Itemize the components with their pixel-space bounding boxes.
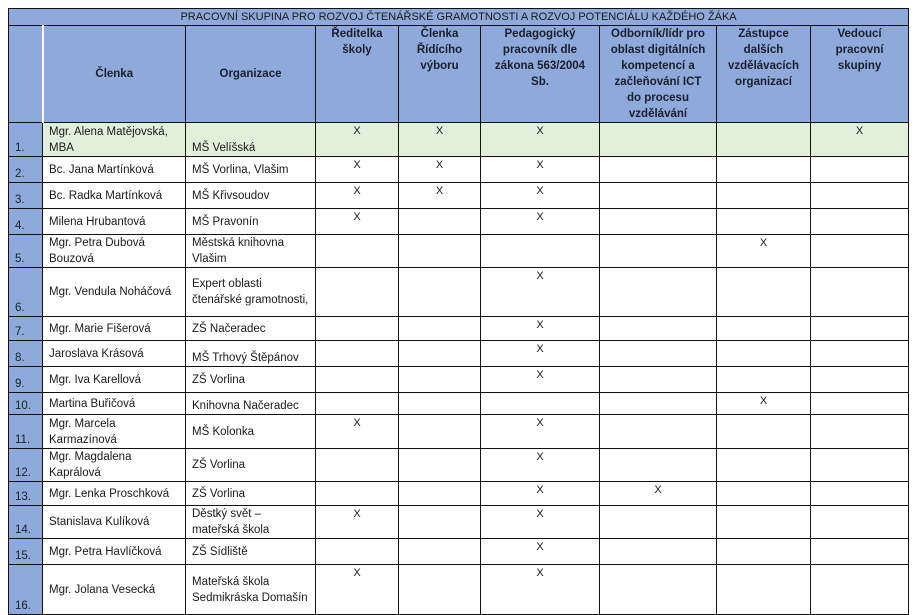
role-mark-steering-committee [399, 539, 481, 565]
role-mark-director: X [316, 183, 399, 209]
organization-name: ZŠ Načeradec [186, 317, 316, 341]
role-mark-digital-expert [600, 183, 717, 209]
role-mark-group-leader [811, 449, 909, 482]
member-name: Bc. Radka Martínková [43, 183, 186, 209]
table-row [9, 341, 909, 367]
member-name: Mgr. Vendula Noháčová [43, 268, 186, 317]
organization-name: Děstký svět – mateřská škola [186, 506, 316, 539]
row-number: 2. [9, 157, 43, 183]
table-row [9, 415, 909, 449]
organization-name: MŠ Pravonín [186, 209, 316, 235]
organization-name: ZŠ Vorlina [186, 449, 316, 482]
role-mark-other-org-rep [717, 506, 811, 539]
row-number: 16. [9, 565, 43, 615]
table-body [9, 123, 909, 615]
table-row [9, 317, 909, 341]
role-mark-other-org-rep [717, 539, 811, 565]
organization-name: MŠ Velíšská [186, 123, 316, 157]
role-mark-other-org-rep [717, 209, 811, 235]
role-mark-digital-expert [600, 123, 717, 157]
role-mark-group-leader [811, 183, 909, 209]
header-role-group-leader: Vedoucí pracovní skupiny [811, 26, 909, 123]
role-mark-digital-expert [600, 415, 717, 449]
role-mark-steering-committee: X [399, 157, 481, 183]
table-row [9, 565, 909, 615]
member-name: Mgr. Lenka Proschková [43, 482, 186, 506]
member-name: Mgr. Marie Fišerová [43, 317, 186, 341]
table-row [9, 393, 909, 415]
role-mark-group-leader [811, 341, 909, 367]
role-mark-director [316, 235, 399, 268]
role-mark-digital-expert [600, 235, 717, 268]
header-number [9, 26, 43, 123]
header-member: Členka [43, 26, 186, 123]
role-mark-group-leader [811, 367, 909, 393]
role-mark-steering-committee [399, 482, 481, 506]
role-mark-director [316, 393, 399, 415]
role-mark-director [316, 482, 399, 506]
role-mark-director: X [316, 506, 399, 539]
role-mark-group-leader [811, 539, 909, 565]
role-mark-director [316, 449, 399, 482]
role-mark-digital-expert [600, 157, 717, 183]
role-mark-other-org-rep [717, 449, 811, 482]
role-mark-steering-committee [399, 209, 481, 235]
role-mark-pedagogical-worker: X [481, 539, 600, 565]
member-name: Mgr. Petra Havlíčková [43, 539, 186, 565]
member-name: Martina Buřičová [43, 393, 186, 415]
role-mark-pedagogical-worker: X [481, 123, 600, 157]
member-name: Mgr. Iva Karellová [43, 367, 186, 393]
table-row [9, 235, 909, 268]
role-mark-digital-expert [600, 449, 717, 482]
header-role-steering-committee: Členka Řídícího výboru [399, 26, 481, 123]
role-mark-group-leader [811, 235, 909, 268]
role-mark-group-leader [811, 415, 909, 449]
role-mark-steering-committee [399, 415, 481, 449]
member-name: Bc. Jana Martínková [43, 157, 186, 183]
table-row [9, 506, 909, 539]
role-mark-other-org-rep [717, 183, 811, 209]
working-group-table [8, 8, 909, 615]
role-mark-pedagogical-worker: X [481, 268, 600, 317]
role-mark-steering-committee [399, 565, 481, 615]
role-mark-digital-expert [600, 268, 717, 317]
role-mark-director [316, 367, 399, 393]
header-role-digital-expert: Odborník/lídr pro oblast digitálních kompetencí a začleňování ICT do procesu vzdělávání [600, 26, 717, 123]
member-name: Stanislava Kulíková [43, 506, 186, 539]
member-name: Mgr. Alena Matějovská, MBA [43, 123, 186, 157]
role-mark-steering-committee [399, 268, 481, 317]
header-organization: Organizace [186, 26, 316, 123]
role-mark-digital-expert [600, 317, 717, 341]
table-row [9, 157, 909, 183]
role-mark-steering-committee [399, 317, 481, 341]
role-mark-group-leader [811, 157, 909, 183]
header-role-pedagogical-worker: Pedagogický pracovník dle zákona 563/2004 Sb. [481, 26, 600, 123]
role-mark-steering-committee: X [399, 183, 481, 209]
role-mark-digital-expert [600, 341, 717, 367]
role-mark-group-leader [811, 317, 909, 341]
row-number: 11. [9, 415, 43, 449]
table-row [9, 482, 909, 506]
role-mark-other-org-rep [717, 123, 811, 157]
organization-name: MŠ Kolonka [186, 415, 316, 449]
role-mark-digital-expert [600, 539, 717, 565]
row-number: 15. [9, 539, 43, 565]
role-mark-steering-committee [399, 393, 481, 415]
role-mark-steering-committee [399, 449, 481, 482]
role-mark-group-leader [811, 506, 909, 539]
member-name: Mgr. Magdalena Kaprálová [43, 449, 186, 482]
row-number: 8. [9, 341, 43, 367]
role-mark-pedagogical-worker: X [481, 565, 600, 615]
role-mark-digital-expert: X [600, 482, 717, 506]
role-mark-other-org-rep [717, 565, 811, 615]
role-mark-other-org-rep [717, 317, 811, 341]
role-mark-pedagogical-worker: X [481, 482, 600, 506]
role-mark-pedagogical-worker: X [481, 341, 600, 367]
role-mark-other-org-rep [717, 482, 811, 506]
role-mark-other-org-rep [717, 268, 811, 317]
role-mark-pedagogical-worker: X [481, 317, 600, 341]
row-number: 12. [9, 449, 43, 482]
header-role-director: Ředitelka školy [316, 26, 399, 123]
role-mark-steering-committee [399, 367, 481, 393]
row-number: 1. [9, 123, 43, 157]
row-number: 4. [9, 209, 43, 235]
table-title: PRACOVNÍ SKUPINA PRO ROZVOJ ČTENÁŘSKÉ GRAMOTNOSTI A ROZVOJ POTENCIÁLU KAŽDÉHO ŽÁKA [9, 9, 909, 26]
row-number: 6. [9, 268, 43, 317]
table-row [9, 209, 909, 235]
role-mark-director [316, 539, 399, 565]
table-row [9, 367, 909, 393]
role-mark-group-leader [811, 482, 909, 506]
role-mark-other-org-rep [717, 157, 811, 183]
role-mark-steering-committee [399, 235, 481, 268]
member-name: Mgr. Petra Dubová Bouzová [43, 235, 186, 268]
role-mark-group-leader [811, 565, 909, 615]
role-mark-group-leader: X [811, 123, 909, 157]
table-row [9, 183, 909, 209]
role-mark-other-org-rep [717, 415, 811, 449]
organization-name: Městská knihovna Vlašim [186, 235, 316, 268]
role-mark-other-org-rep [717, 367, 811, 393]
table-row [9, 123, 909, 157]
table-row [9, 449, 909, 482]
role-mark-director: X [316, 415, 399, 449]
role-mark-digital-expert [600, 209, 717, 235]
role-mark-director [316, 317, 399, 341]
role-mark-director [316, 268, 399, 317]
role-mark-group-leader [811, 209, 909, 235]
role-mark-steering-committee [399, 341, 481, 367]
role-mark-group-leader [811, 393, 909, 415]
role-mark-pedagogical-worker: X [481, 415, 600, 449]
organization-name: MŠ Vorlina, Vlašim [186, 157, 316, 183]
role-mark-group-leader [811, 268, 909, 317]
role-mark-steering-committee [399, 506, 481, 539]
role-mark-digital-expert [600, 367, 717, 393]
row-number: 9. [9, 367, 43, 393]
role-mark-digital-expert [600, 506, 717, 539]
row-number: 14. [9, 506, 43, 539]
member-name: Mgr. Marcela Karmazínová [43, 415, 186, 449]
role-mark-pedagogical-worker: X [481, 449, 600, 482]
organization-name: ZŠ Vorlina [186, 367, 316, 393]
role-mark-pedagogical-worker [481, 235, 600, 268]
organization-name: Mateřská škola Sedmikráska Domašín [186, 565, 316, 615]
role-mark-digital-expert [600, 393, 717, 415]
role-mark-director: X [316, 209, 399, 235]
role-mark-digital-expert [600, 565, 717, 615]
table-row [9, 539, 909, 565]
row-number: 7. [9, 317, 43, 341]
role-mark-director: X [316, 565, 399, 615]
row-number: 13. [9, 482, 43, 506]
role-mark-pedagogical-worker: X [481, 209, 600, 235]
member-name: Milena Hrubantová [43, 209, 186, 235]
role-mark-other-org-rep [717, 341, 811, 367]
role-mark-pedagogical-worker: X [481, 506, 600, 539]
role-mark-director: X [316, 123, 399, 157]
member-name: Mgr. Jolana Vesecká [43, 565, 186, 615]
organization-name: ZŠ Vorlina [186, 482, 316, 506]
role-mark-pedagogical-worker: X [481, 367, 600, 393]
role-mark-steering-committee: X [399, 123, 481, 157]
organization-name: ZŠ Sídliště [186, 539, 316, 565]
table-row [9, 268, 909, 317]
role-mark-other-org-rep: X [717, 393, 811, 415]
role-mark-director [316, 341, 399, 367]
role-mark-pedagogical-worker: X [481, 157, 600, 183]
organization-name: Expert oblasti čtenářské gramotnosti, [186, 268, 316, 317]
organization-name: MŠ Křivsoudov [186, 183, 316, 209]
member-name: Jaroslava Krásová [43, 341, 186, 367]
organization-name: Knihovna Načeradec [186, 393, 316, 415]
role-mark-director: X [316, 157, 399, 183]
row-number: 3. [9, 183, 43, 209]
row-number: 10. [9, 393, 43, 415]
header-role-other-org-rep: Zástupce dalších vzdělávacích organizací [717, 26, 811, 123]
role-mark-pedagogical-worker: X [481, 183, 600, 209]
role-mark-pedagogical-worker [481, 393, 600, 415]
row-number: 5. [9, 235, 43, 268]
role-mark-other-org-rep: X [717, 235, 811, 268]
organization-name: MŠ Trhový Štěpánov [186, 341, 316, 367]
